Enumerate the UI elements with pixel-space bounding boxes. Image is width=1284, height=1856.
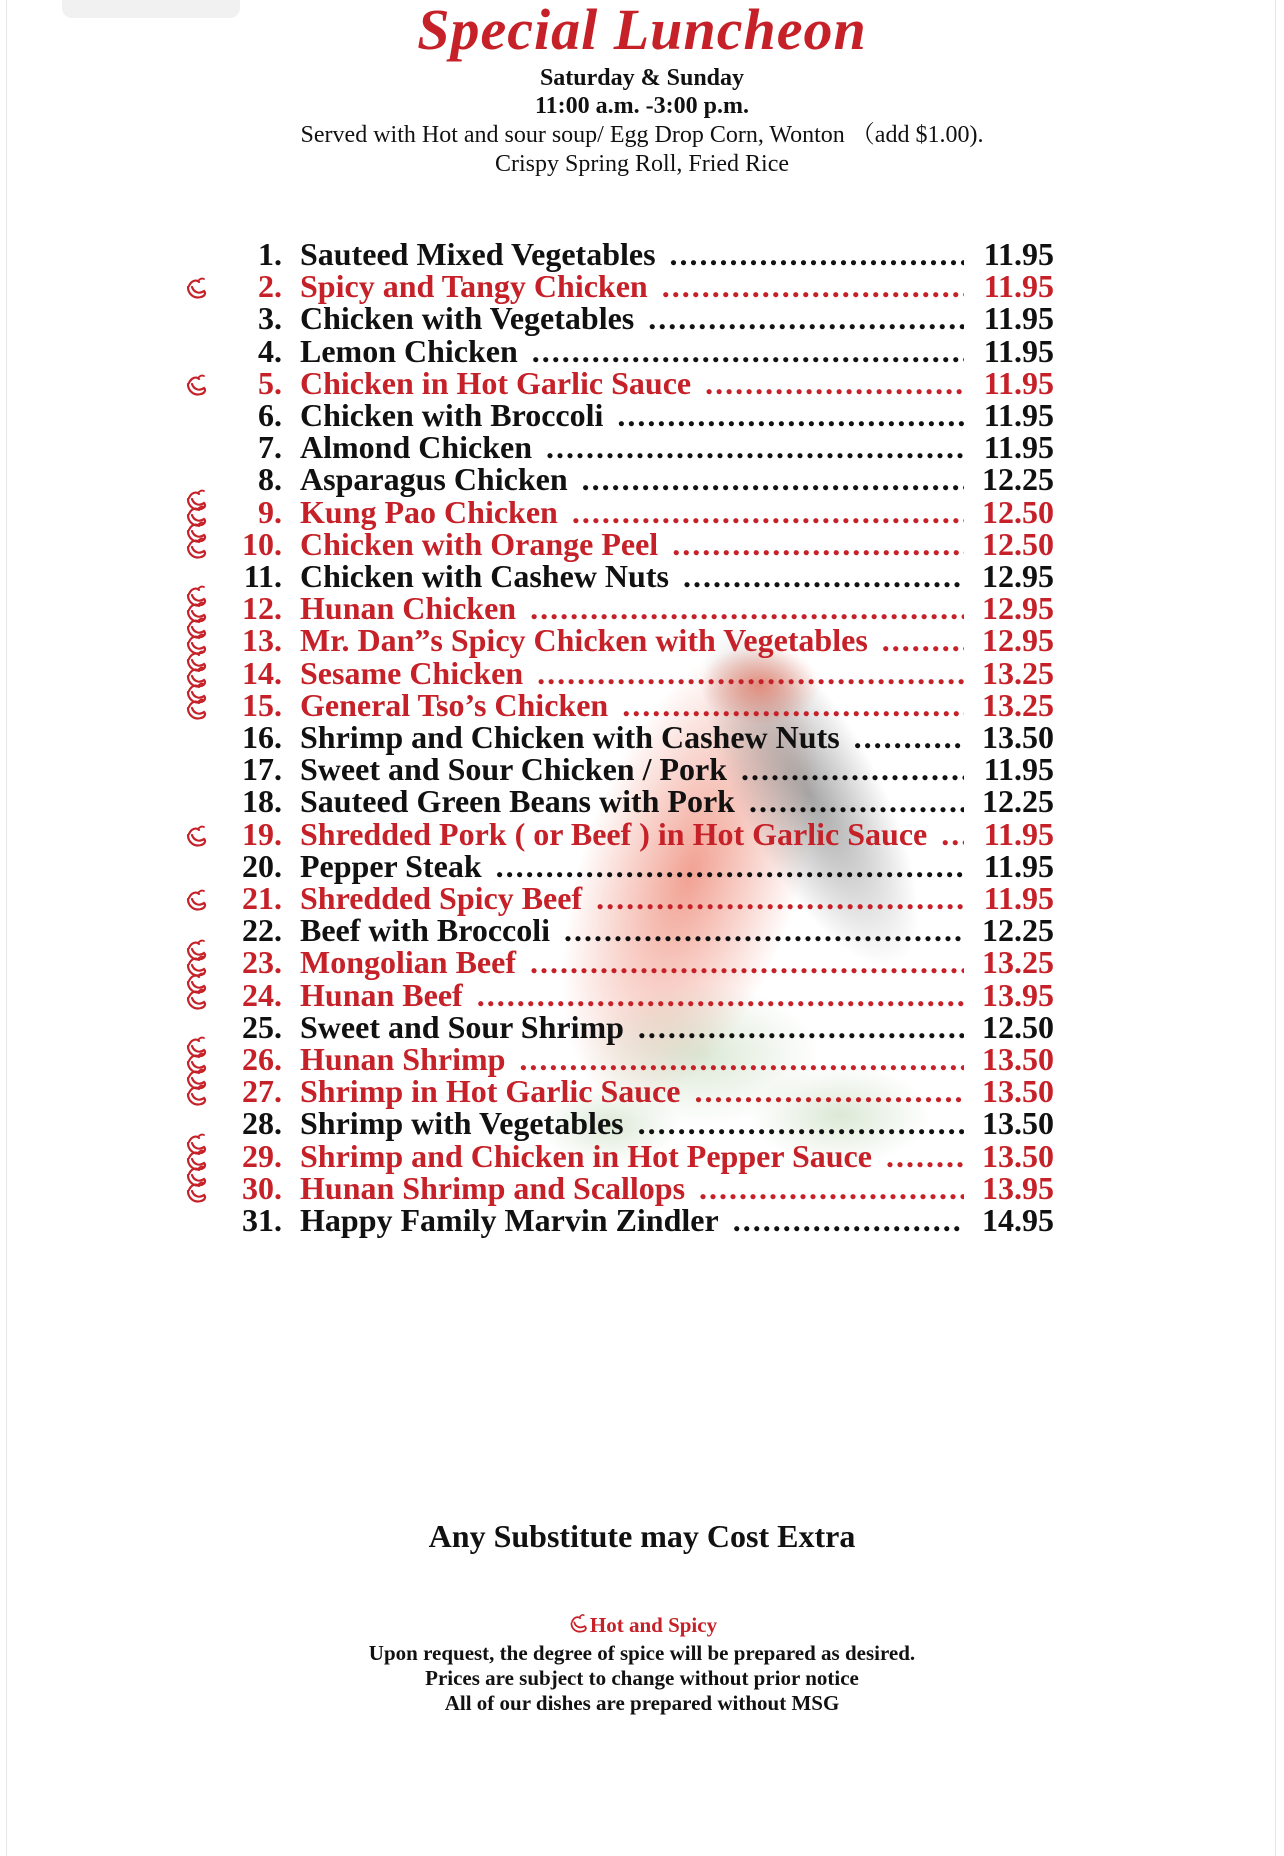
chili-pepper-icon bbox=[180, 489, 240, 519]
menu-item-name: Hunan Chicken bbox=[300, 590, 517, 627]
menu-item-price: 13.50 bbox=[982, 1073, 1054, 1110]
menu-item-number: 19. bbox=[242, 815, 282, 852]
menu-item-number: 28. bbox=[242, 1105, 282, 1142]
menu-item-name: Kung Pao Chicken bbox=[300, 493, 558, 530]
menu-item-name: Hunan Shrimp and Scallops bbox=[300, 1169, 686, 1206]
hot-spicy-legend bbox=[0, 1613, 1284, 1641]
menu-item-price: 11.95 bbox=[983, 332, 1054, 369]
menu-item-price: 11.95 bbox=[983, 268, 1054, 305]
menu-item-name: Almond Chicken bbox=[300, 429, 533, 466]
chili-pepper-icon bbox=[180, 939, 240, 969]
menu-item-number: 5. bbox=[258, 364, 282, 401]
chili-pepper-icon bbox=[180, 1133, 240, 1163]
menu-item-name: Hunan Shrimp bbox=[300, 1041, 506, 1077]
menu-item-name: Shredded Pork ( or Beef ) in Hot Garlic Sauce bbox=[300, 815, 928, 852]
menu-item-number: 2. bbox=[258, 268, 282, 305]
menu-item-number: 7. bbox=[258, 429, 282, 466]
menu-item-price: 11.95 bbox=[983, 429, 1054, 466]
chili-pepper-icon bbox=[567, 1613, 589, 1641]
menu-item-number: 18. bbox=[242, 783, 282, 820]
menu-item-number: 8. bbox=[258, 461, 282, 498]
menu-item-number: 11. bbox=[243, 558, 282, 594]
menu-item-price: 13.50 bbox=[982, 1105, 1054, 1142]
menu-item-name: Lemon Chicken bbox=[300, 332, 518, 369]
menu-item-name: Asparagus Chicken bbox=[300, 461, 568, 498]
menu-item-price: 13.25 bbox=[982, 654, 1054, 691]
chili-pepper-icon bbox=[180, 585, 240, 615]
menu-item-price: 13.50 bbox=[982, 1041, 1054, 1077]
menu-item-number: 21. bbox=[242, 880, 282, 916]
menu-item-price: 12.95 bbox=[982, 622, 1054, 659]
menu-item-number: 26. bbox=[242, 1041, 282, 1077]
menu-item-name: Chicken with Cashew Nuts bbox=[300, 558, 669, 594]
menu-list bbox=[0, 235, 1284, 1435]
menu-days: Saturday & Sunday bbox=[539, 65, 745, 91]
menu-item-number: 20. bbox=[242, 847, 282, 884]
note-prices: Prices are subject to change without prior notice bbox=[425, 1666, 859, 1690]
menu-item-price: 11.95 bbox=[983, 236, 1054, 272]
menu-item-number: 29. bbox=[242, 1137, 282, 1174]
chili-pepper-icon bbox=[180, 972, 240, 1002]
menu-title: Special Luncheon bbox=[417, 0, 867, 62]
menu-item-name: Chicken with Vegetables bbox=[300, 300, 635, 337]
menu-item-name: Shrimp and Chicken in Hot Pepper Sauce bbox=[300, 1137, 872, 1174]
menu-item-number: 4. bbox=[258, 332, 282, 369]
menu-item-number: 25. bbox=[242, 1008, 282, 1045]
menu-item-name: General Tso’s Chicken bbox=[300, 686, 609, 723]
menu-item-number: 13. bbox=[242, 622, 282, 659]
menu-item-name: Mongolian Beef bbox=[300, 944, 516, 981]
menu-item-name: Sesame Chicken bbox=[300, 654, 524, 691]
menu-item-price: 13.50 bbox=[982, 719, 1054, 755]
menu-item-name: Mr. Dan”s Spicy Chicken with Vegetables bbox=[300, 622, 868, 659]
menu-item-number: 24. bbox=[242, 976, 282, 1013]
menu-item-price: 11.95 bbox=[983, 364, 1054, 401]
menu-item-name: Sauteed Mixed Vegetables bbox=[300, 236, 656, 272]
menu-item-price: 13.95 bbox=[982, 976, 1054, 1013]
menu-item-price: 11.95 bbox=[983, 880, 1054, 916]
menu-item-number: 1. bbox=[258, 236, 282, 272]
chili-pepper-icon bbox=[180, 1036, 240, 1066]
legend-label: Hot and Spicy bbox=[589, 1613, 718, 1637]
menu-hours: 11:00 a.m. -3:00 p.m. bbox=[535, 93, 749, 119]
menu-item-number: 16. bbox=[242, 719, 282, 755]
chili-pepper-icon bbox=[180, 617, 240, 647]
menu-item-name: Beef with Broccoli bbox=[300, 912, 551, 949]
served-with-line-2: Crispy Spring Roll, Fried Rice bbox=[495, 151, 789, 177]
menu-item-name: Spicy and Tangy Chicken bbox=[300, 268, 648, 305]
leader-dots bbox=[733, 1201, 964, 1239]
menu-item-name: Hunan Beef bbox=[300, 976, 463, 1013]
menu-item-name: Shrimp and Chicken with Cashew Nuts bbox=[300, 719, 840, 755]
menu-item-price: 12.25 bbox=[982, 461, 1054, 498]
menu-item-price: 13.95 bbox=[982, 1169, 1054, 1206]
chili-pepper-icon bbox=[180, 650, 240, 680]
menu-item-name: Chicken with Orange Peel bbox=[300, 525, 659, 562]
menu-item-price: 13.25 bbox=[982, 686, 1054, 723]
menu-item-price: 12.95 bbox=[982, 590, 1054, 627]
menu-item-number: 15. bbox=[242, 686, 282, 723]
menu-item-name: Chicken in Hot Garlic Sauce bbox=[300, 364, 692, 401]
menu-item-price: 12.50 bbox=[982, 1008, 1054, 1045]
menu-item-number: 23. bbox=[242, 944, 282, 981]
menu-item-number: 14. bbox=[242, 654, 282, 691]
menu-item-number: 10. bbox=[242, 525, 282, 562]
note-spice-degree: Upon request, the degree of spice will be prepared as desired. bbox=[368, 1641, 916, 1665]
menu-item bbox=[0, 1201, 1284, 1239]
menu-item-price: 11.95 bbox=[983, 751, 1054, 788]
menu-item-price: 11.95 bbox=[983, 300, 1054, 337]
menu-item-price: 12.25 bbox=[982, 783, 1054, 820]
served-with-line-1: Served with Hot and sour soup/ Egg Drop Corn, Wonton （add $1.00). bbox=[300, 122, 984, 148]
menu-item-name: Happy Family Marvin Zindler bbox=[300, 1202, 719, 1238]
menu-item-number: 9. bbox=[258, 493, 282, 530]
chili-pepper-icon bbox=[180, 682, 240, 712]
menu-item-name: Pepper Steak bbox=[300, 847, 482, 884]
menu-item-number: 12. bbox=[242, 590, 282, 627]
menu-item-name: Sweet and Sour Chicken / Pork bbox=[300, 751, 728, 788]
menu-item-name: Shrimp with Vegetables bbox=[300, 1105, 624, 1142]
footer-notes bbox=[0, 1641, 1284, 1716]
menu-item-number: 27. bbox=[242, 1073, 282, 1110]
menu-item-price: 11.95 bbox=[983, 397, 1054, 433]
menu-item-price: 12.25 bbox=[982, 912, 1054, 949]
menu-item-number: 30. bbox=[242, 1169, 282, 1206]
substitute-note: Any Substitute may Cost Extra bbox=[428, 1518, 856, 1554]
menu-item-price: 13.25 bbox=[982, 944, 1054, 981]
chili-pepper-icon bbox=[180, 521, 240, 551]
menu-item-price: 12.50 bbox=[982, 493, 1054, 530]
menu-item-name: Chicken with Broccoli bbox=[300, 397, 604, 433]
menu-item-number: 22. bbox=[242, 912, 282, 949]
menu-item-price: 12.50 bbox=[982, 525, 1054, 562]
menu-item-price: 13.50 bbox=[982, 1137, 1054, 1174]
menu-item-price: 11.95 bbox=[983, 847, 1054, 884]
menu-item-number: 31. bbox=[242, 1202, 282, 1238]
menu-item-price: 12.95 bbox=[982, 558, 1054, 594]
menu-item-number: 3. bbox=[258, 300, 282, 337]
menu-item-number: 6. bbox=[258, 397, 282, 433]
menu-item-name: Shredded Spicy Beef bbox=[300, 880, 583, 916]
menu-item-name: Sauteed Green Beans with Pork bbox=[300, 783, 735, 820]
note-msg: All of our dishes are prepared without MSG bbox=[444, 1691, 840, 1715]
chili-pepper-icon bbox=[180, 1068, 240, 1098]
menu-item-price: 14.95 bbox=[982, 1202, 1054, 1238]
menu-item-number: 17. bbox=[242, 751, 282, 788]
menu-item-name: Shrimp in Hot Garlic Sauce bbox=[300, 1073, 681, 1110]
menu-item-name: Sweet and Sour Shrimp bbox=[300, 1008, 624, 1045]
menu-item-name-row bbox=[300, 1201, 970, 1239]
chili-pepper-icon bbox=[180, 1165, 240, 1195]
menu-item-price: 11.95 bbox=[983, 815, 1054, 852]
